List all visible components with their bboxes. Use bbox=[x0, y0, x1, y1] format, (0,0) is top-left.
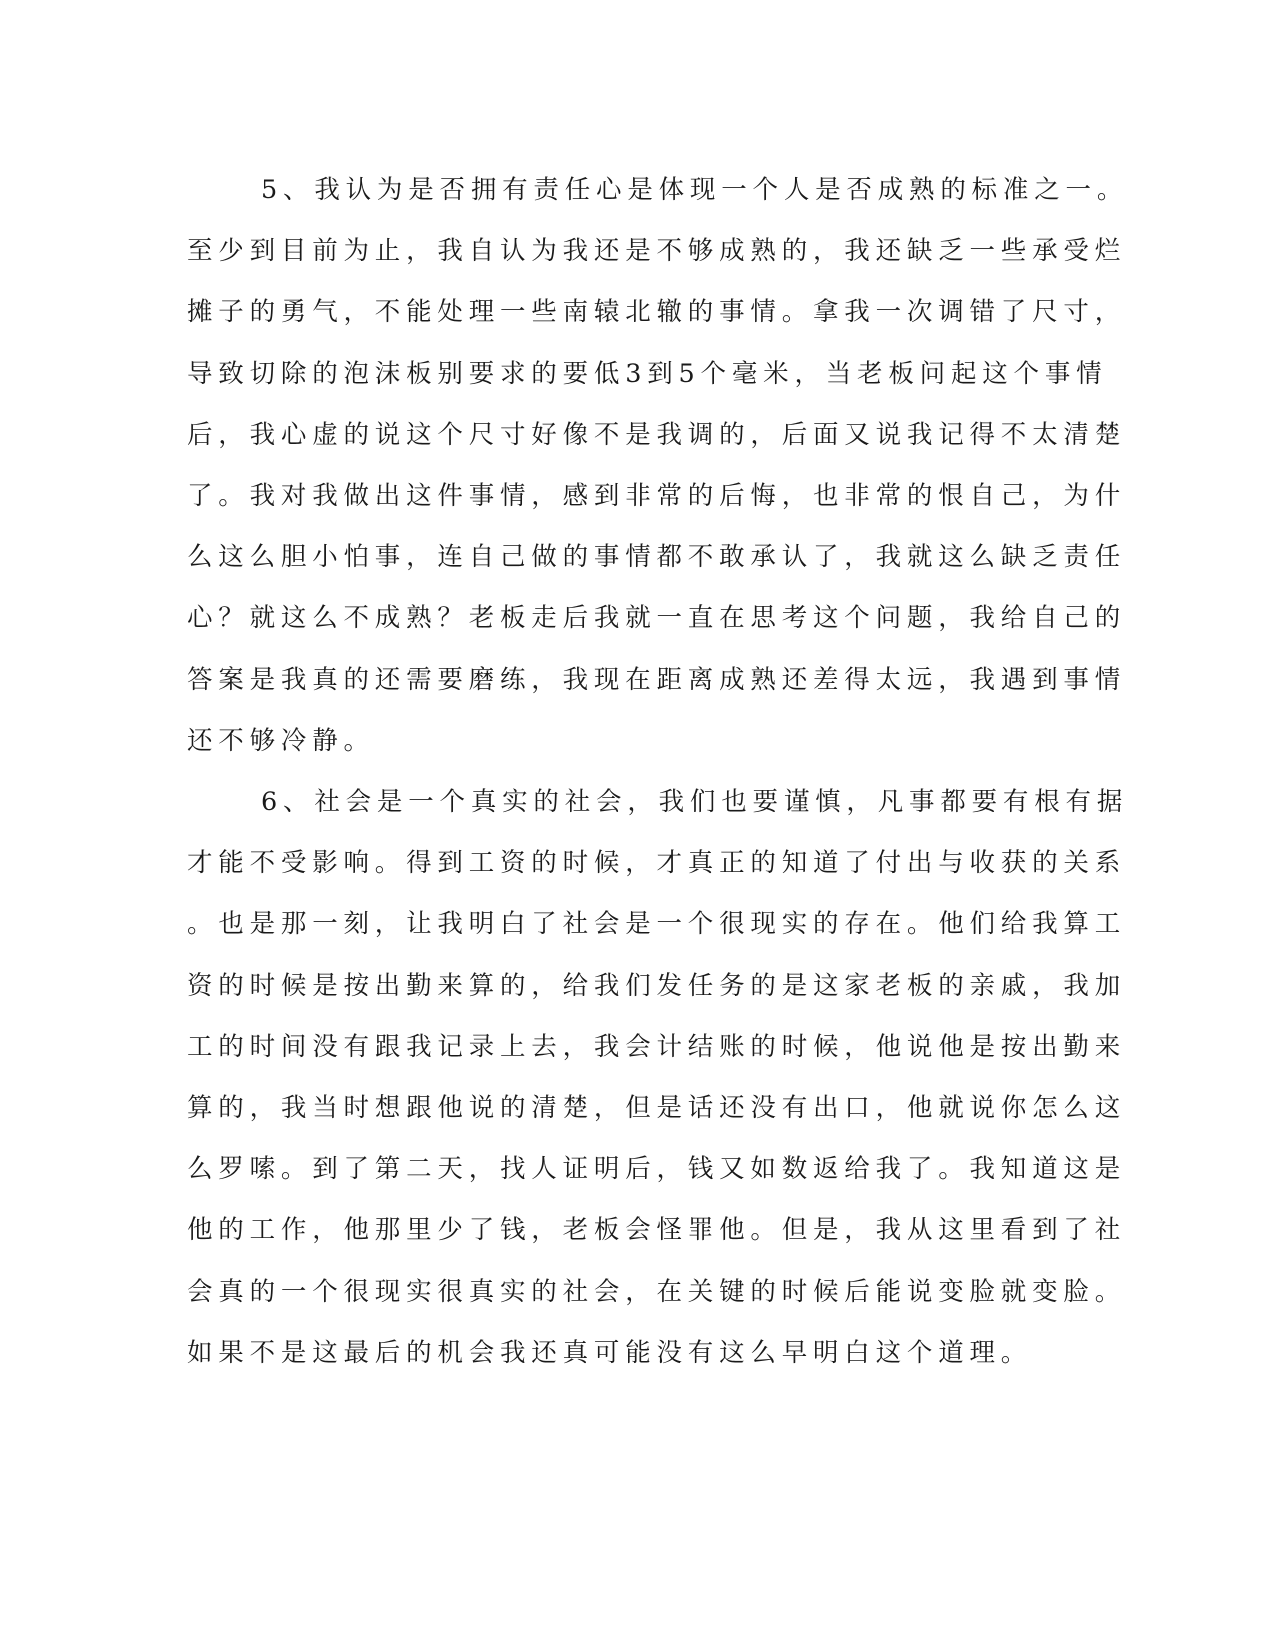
text-line: 算的，我当时想跟他说的清楚，但是话还没有出口，他就说你怎么这 bbox=[187, 1092, 1127, 1123]
text-line: 心？就这么不成熟？老板走后我就一直在思考这个问题，我给自己的 bbox=[187, 603, 1127, 634]
text-line: 么这么胆小怕事，连自己做的事情都不敢承认了，我就这么缺乏责任 bbox=[187, 542, 1127, 573]
text-line: 了。我对我做出这件事情，感到非常的后悔，也非常的恨自己，为什 bbox=[187, 480, 1127, 511]
text-line: 会真的一个很现实很真实的社会，在关键的时候后能说变脸就变脸。 bbox=[187, 1276, 1127, 1307]
paragraph-6 bbox=[187, 772, 1129, 1384]
text-line: 导致切除的泡沫板别要求的要低3到5个毫米，当老板问起这个事情 bbox=[187, 358, 1108, 389]
text-line: 。也是那一刻，让我明白了社会是一个很现实的存在。他们给我算工 bbox=[187, 909, 1127, 940]
text-line: 摊子的勇气，不能处理一些南辕北辙的事情。拿我一次调错了尺寸， bbox=[187, 297, 1127, 328]
text-line: 5、我认为是否拥有责任心是体现一个人是否成熟的标准之一。 bbox=[261, 175, 1129, 205]
text-line: 还不够冷静。 bbox=[187, 725, 375, 756]
text-line: 6、社会是一个真实的社会，我们也要谨慎，凡事都要有根有据 bbox=[261, 787, 1129, 817]
paragraph-5 bbox=[187, 160, 1129, 772]
text-line: 他的工作，他那里少了钱，老板会怪罪他。但是，我从这里看到了社 bbox=[187, 1215, 1127, 1246]
text-line: 么罗嗦。到了第二天，找人证明后，钱又如数返给我了。我知道这是 bbox=[187, 1154, 1127, 1185]
text-line: 答案是我真的还需要磨练，我现在距离成熟还差得太远，我遇到事情 bbox=[187, 664, 1127, 695]
text-line: 至少到目前为止，我自认为我还是不够成熟的，我还缺乏一些承受烂 bbox=[187, 236, 1127, 267]
text-line: 才能不受影响。得到工资的时候，才真正的知道了付出与收获的关系 bbox=[187, 848, 1127, 879]
text-line: 后，我心虚的说这个尺寸好像不是我调的，后面又说我记得不太清楚 bbox=[187, 419, 1127, 450]
text-line: 资的时候是按出勤来算的，给我们发任务的是这家老板的亲戚，我加 bbox=[187, 970, 1127, 1001]
text-line: 工的时间没有跟我记录上去，我会计结账的时候，他说他是按出勤来 bbox=[187, 1031, 1127, 1062]
text-line: 如果不是这最后的机会我还真可能没有这么早明白这个道理。 bbox=[187, 1337, 1033, 1368]
